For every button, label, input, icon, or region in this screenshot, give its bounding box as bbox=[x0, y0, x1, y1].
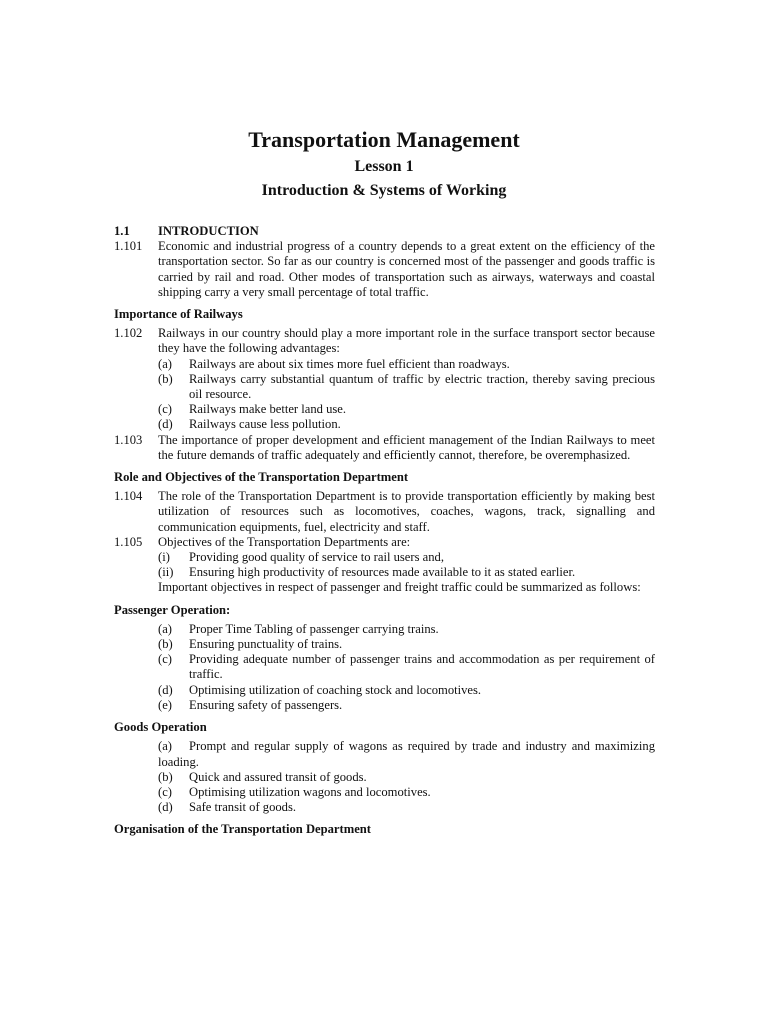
list-item bbox=[158, 417, 655, 432]
list-label: (e) bbox=[158, 697, 172, 712]
section-heading bbox=[114, 224, 655, 239]
heading-importance-of-railways: Importance of Railways bbox=[114, 307, 243, 322]
list-label: (ii) bbox=[158, 565, 174, 580]
paragraph-1-101 bbox=[114, 239, 655, 300]
list-item bbox=[158, 550, 655, 565]
list-text: Prompt and regular supply of wagons as required by trade and industry and maximizing loading. bbox=[158, 739, 655, 769]
list-item bbox=[158, 683, 655, 698]
document-body bbox=[114, 224, 655, 842]
list-label: (c) bbox=[158, 784, 172, 799]
heading-organisation: Organisation of the Transportation Department bbox=[114, 822, 371, 837]
list-text: Railways cause less pollution. bbox=[189, 417, 341, 432]
heading-goods-operation: Goods Operation bbox=[114, 720, 207, 735]
list-label: (c) bbox=[158, 652, 172, 667]
list-label: (b) bbox=[158, 769, 173, 784]
list-label: (i) bbox=[158, 550, 170, 565]
list-text: Quick and assured transit of goods. bbox=[189, 769, 367, 784]
paragraph-text: Railways in our country should play a more important role in the surface transport sector because they have the following advantages: bbox=[158, 326, 655, 356]
list-text: Ensuring high productivity of resources made available to it as stated earlier. bbox=[189, 565, 576, 580]
paragraph-number: 1.101 bbox=[114, 239, 143, 254]
list-item bbox=[158, 739, 655, 769]
list-item bbox=[158, 770, 655, 785]
list-text: Ensuring punctuality of trains. bbox=[189, 637, 343, 652]
paragraph-number: 1.102 bbox=[114, 326, 143, 341]
list-item bbox=[158, 402, 655, 417]
paragraph-1-104 bbox=[114, 489, 655, 535]
list-text: Ensuring safety of passengers. bbox=[189, 697, 343, 712]
list-label: (b) bbox=[158, 371, 173, 386]
section-title: INTRODUCTION bbox=[158, 224, 259, 238]
list-label: (c) bbox=[158, 402, 172, 417]
list-item bbox=[158, 622, 655, 637]
heading-role-and-objectives: Role and Objectives of the Transportation Department bbox=[114, 470, 409, 485]
list-label: (b) bbox=[158, 637, 173, 652]
list-label: (a) bbox=[158, 739, 172, 754]
paragraph-number: 1.105 bbox=[114, 534, 143, 549]
list-item bbox=[158, 698, 655, 713]
list-item bbox=[158, 652, 655, 682]
list-label: (a) bbox=[158, 621, 172, 636]
paragraph-continuation: Important objectives in respect of passenger and freight traffic could be summarized as follows: bbox=[158, 580, 641, 595]
paragraph-text: The importance of proper development and efficient management of the Indian Railways to meet the future demands of traffic adequately and efficiently cannot, therefore, be overemphasized. bbox=[158, 432, 655, 462]
list-item bbox=[158, 565, 655, 580]
heading-passenger-operation: Passenger Operation: bbox=[114, 602, 231, 617]
list-item bbox=[158, 637, 655, 652]
paragraph-text: Objectives of the Transportation Departments are: bbox=[158, 534, 411, 549]
list-item bbox=[158, 785, 655, 800]
paragraph-1-105 bbox=[114, 535, 655, 550]
list-text: Proper Time Tabling of passenger carrying trains. bbox=[189, 621, 439, 636]
lesson-subtitle: Introduction & Systems of Working bbox=[261, 182, 507, 199]
list-item bbox=[158, 800, 655, 815]
list-text: Railways carry substantial quantum of traffic by electric traction, thereby saving precious oil resource. bbox=[189, 371, 655, 402]
list-text: Railways are about six times more fuel efficient than roadways. bbox=[189, 356, 510, 371]
list-label: (d) bbox=[158, 800, 173, 815]
list-label: (d) bbox=[158, 682, 173, 697]
list-text: Safe transit of goods. bbox=[189, 800, 297, 815]
paragraph-number: 1.104 bbox=[114, 489, 143, 504]
lesson-number: Lesson 1 bbox=[354, 158, 414, 175]
list-text: Providing adequate number of passenger trains and accommodation as per requirement of traffic. bbox=[189, 652, 655, 682]
list-label: (a) bbox=[158, 356, 172, 371]
paragraph-1-103 bbox=[114, 433, 655, 463]
paragraph-text: The role of the Transportation Department is to provide transportation efficiently by making best utilization of resources such as locomotives, coaches, wagons, track, signalling and communication equipments, fuel, electricity and staff. bbox=[158, 489, 655, 534]
document-title: Transportation Management bbox=[248, 127, 520, 152]
list-text: Optimising utilization of coaching stock and locomotives. bbox=[189, 682, 482, 697]
list-text: Optimising utilization wagons and locomotives. bbox=[189, 784, 431, 799]
list-label: (d) bbox=[158, 417, 173, 432]
paragraph-number: 1.103 bbox=[114, 432, 143, 447]
paragraph-1-102 bbox=[114, 326, 655, 356]
list-text: Providing good quality of service to rail users and, bbox=[189, 550, 444, 565]
paragraph-text: Economic and industrial progress of a country depends to a great extent on the efficiency of the transportation sector. So far as our country is concerned most of the passenger and goods traffic is carried by rail and road. Other modes of transportation such as airways, waterways and coastal shipping carry a very small percentage of total traffic. bbox=[158, 239, 655, 299]
list-item bbox=[158, 357, 655, 372]
list-item bbox=[158, 372, 655, 402]
section-number: 1.1 bbox=[114, 224, 130, 238]
list-text: Railways make better land use. bbox=[189, 402, 347, 417]
